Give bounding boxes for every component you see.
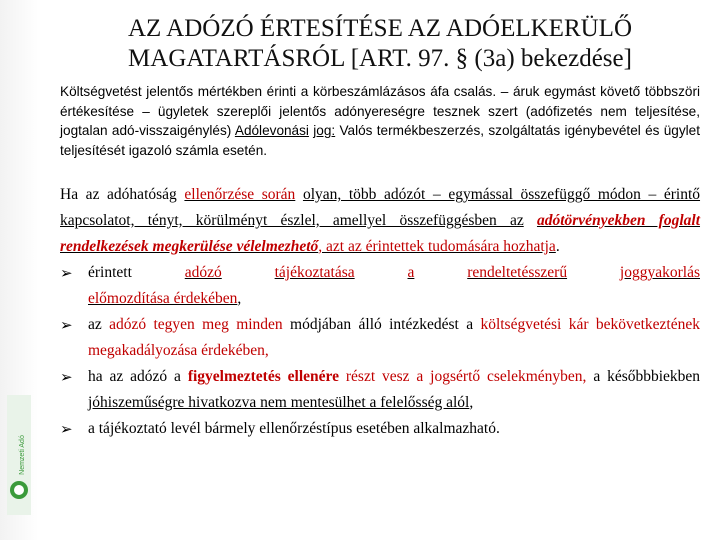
intro-label-2: jog: (313, 123, 336, 138)
p1-b: ellenőrzése során (184, 186, 296, 203)
arrow-bullet-icon: ➢ (60, 316, 73, 334)
b2-b: adózó tegyen meg minden (109, 316, 283, 333)
b1-end: , (237, 290, 242, 307)
nav-logo (4, 395, 34, 515)
main-body (60, 182, 700, 442)
b1-w3: tájékoztatása (274, 264, 355, 281)
b1-w2: adózó (184, 264, 222, 281)
bullet-3 (60, 364, 700, 416)
title-line-1: AZ ADÓZÓ ÉRTESÍTÉSE AZ ADÓELKERÜLŐ (127, 15, 633, 42)
b3-f: , (469, 394, 474, 411)
bullet-1-line-1 (88, 260, 700, 286)
b3-d: a későbbbiekben (593, 368, 701, 385)
body-paragraph-1 (60, 182, 700, 260)
arrow-bullet-icon: ➢ (60, 368, 73, 386)
b1-w1: érintett (88, 264, 132, 281)
p1-d: adótörvényekben foglalt rendelkezések megkerülése vélelmezhető (60, 212, 701, 255)
p1-f: . (555, 238, 560, 255)
arrow-bullet-icon: ➢ (60, 264, 73, 282)
title-line-2: MAGATARTÁSRÓL [ART. 97. § (3a) bekezdése] (128, 45, 632, 72)
page-title (50, 14, 710, 74)
b4-text: a tájékoztató levél bármely ellenőrzéstípus esetében alkalmazható. (88, 420, 500, 437)
bullet-2 (60, 312, 700, 364)
svg-text:Nemzeti Adó: Nemzeti Adó (19, 435, 26, 475)
bullet-1 (60, 260, 700, 312)
b1-w5: rendeltetésszerű (467, 264, 568, 281)
intro-paragraph (60, 82, 700, 160)
b1-w6: joggyakorlás (619, 264, 700, 281)
b2-a: az (88, 316, 102, 333)
b2-c: módjában álló intézkedést a (290, 316, 474, 333)
b1-line2: előmozdítása érdekében (88, 290, 238, 307)
p1-c: olyan, több adózót – egymással összefüggő módon – érintő kapcsolatot, tényt, körülményt észlel, amellyel összefüggésben az (60, 186, 701, 229)
b1-w4: a (407, 264, 415, 281)
b3-b: figyelmeztetés ellenére (187, 368, 339, 385)
b3-e: jóhiszeműségre hivatkozva nem mentesülhet a felelősség alól (88, 394, 470, 411)
intro-rest: Valós termékbeszerzés, szolgáltatás igénybevétel és ügylet teljesítését igazoló számla esetén. (60, 123, 701, 158)
p1-a: Ha az adóhatóság (60, 186, 177, 203)
bullet-1-line-2 (88, 286, 700, 312)
arrow-bullet-icon: ➢ (60, 420, 73, 438)
b2-d: költségvetési kár bekövetkeztének megakadályozása érdekében, (88, 316, 701, 359)
b3-a: ha az adózó a (88, 368, 181, 385)
bullet-4 (60, 416, 700, 442)
intro-label-1: Adólevonási (234, 123, 309, 138)
intro-text: Költségvetést jelentős mértékben érinti a körbeszámlázásos áfa csalás. – áruk egymást követő többszöri értékesítése – ügyletek szereplői jelentős adónyereségre tesznek szert (adófizetés nem teljesítése, jogtalan adó-visszaigénylés) (60, 84, 700, 138)
b3-c: részt vesz a jogsértő cselekményben, (345, 368, 587, 385)
p1-e: , azt az érintettek tudomására hozhatja (318, 238, 556, 255)
